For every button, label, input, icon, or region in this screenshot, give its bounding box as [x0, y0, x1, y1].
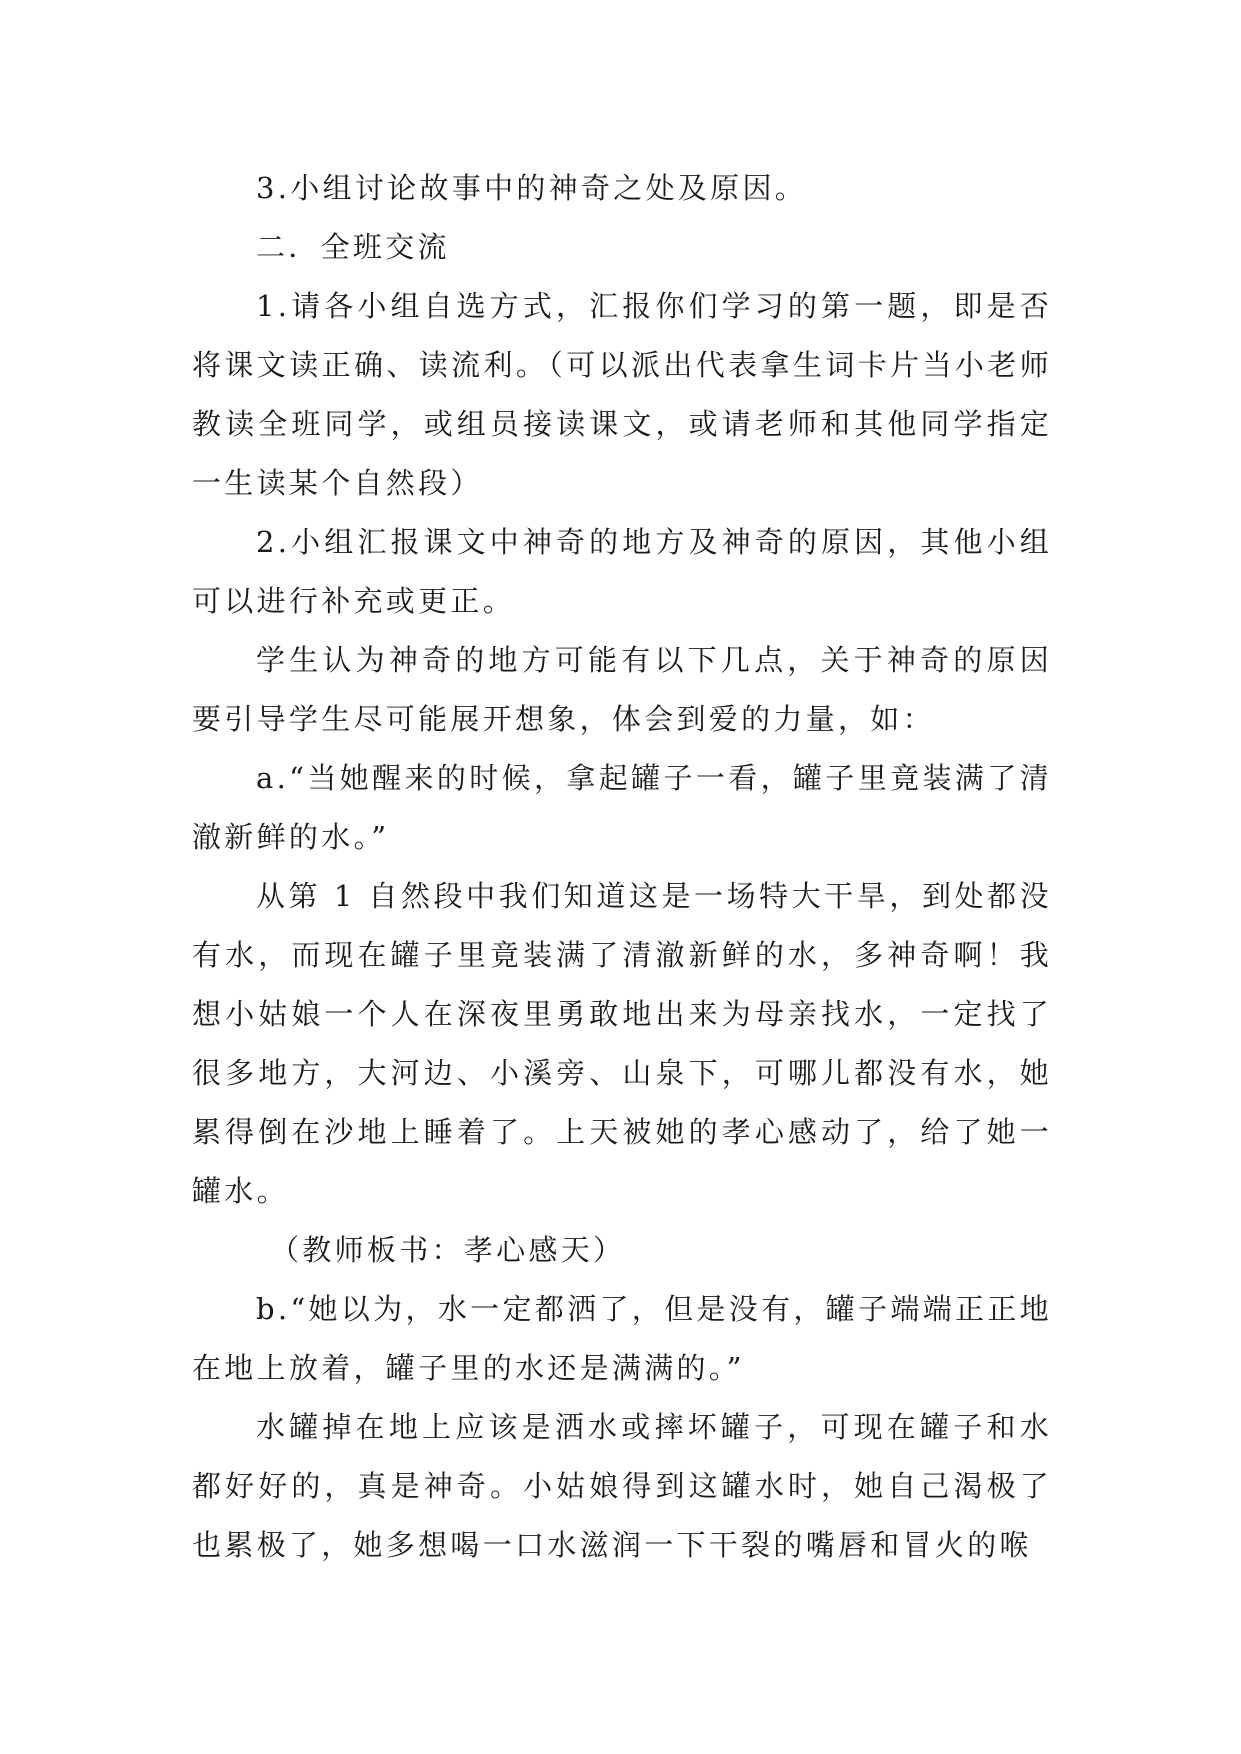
document-body: [192, 159, 1052, 1575]
paragraph-quote-a: a.“当她醒来的时候，拿起罐子一看，罐子里竟装满了清澈新鲜的水。”: [192, 761, 1052, 854]
section-heading-class-exchange: 二．全班交流: [256, 230, 450, 264]
paragraph-board-note: （教师板书：孝心感天）: [270, 1233, 626, 1267]
paragraph-analysis-b: 水罐掉在地上应该是洒水或摔坏罐子，可现在罐子和水都好好的，真是神奇。小姑娘得到这罐水时，她自己渴极了也累极了，她多想喝一口水滋润一下干裂的嘴唇和冒火的喉: [192, 1410, 1052, 1562]
paragraph-step-3: 3.小组讨论故事中的神奇之处及原因。: [256, 171, 808, 205]
paragraph-analysis-a: 从第 1 自然段中我们知道这是一场特大干旱，到处都没有水，而现在罐子里竟装满了清澈新鲜的水，多神奇啊！我想小姑娘一个人在深夜里勇敢地出来为母亲找水，一定找了很多地方，大河边、小溪旁、山泉下，可哪儿都没有水，她累得倒在沙地上睡着了。上天被她的孝心感动了，给了她一罐水。: [192, 879, 1052, 1208]
paragraph-step-1: 1.请各小组自选方式，汇报你们学习的第一题，即是否将课文读正确、读流利。（可以派出代表拿生词卡片当小老师教读全班同学，或组员接读课文，或请老师和其他同学指定一生读某个自然段）: [192, 289, 1052, 500]
paragraph-quote-b: b.“她以为，水一定都洒了，但是没有，罐子端端正正地在地上放着，罐子里的水还是满满的。”: [192, 1292, 1052, 1385]
paragraph-magic-points-intro: 学生认为神奇的地方可能有以下几点，关于神奇的原因要引导学生尽可能展开想象，体会到爱的力量，如：: [192, 643, 1052, 736]
paragraph-step-2: 2.小组汇报课文中神奇的地方及神奇的原因，其他小组可以进行补充或更正。: [192, 525, 1052, 618]
